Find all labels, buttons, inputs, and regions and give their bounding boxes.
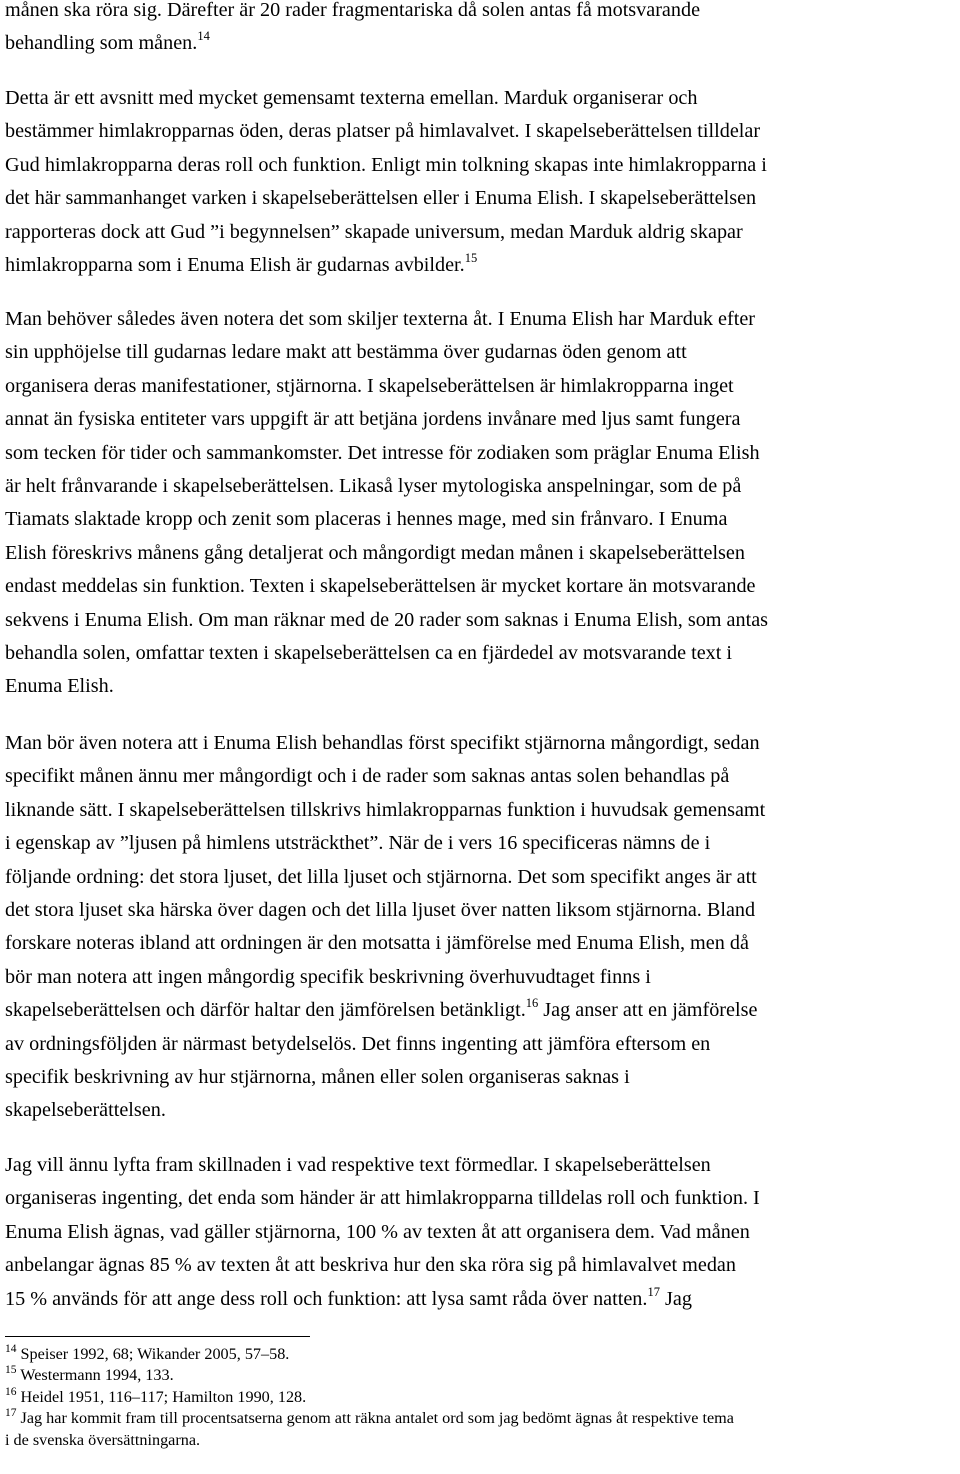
text-line: himlakropparna som i Enuma Elish är gudarnas avbilder.$^{15}$ <box>5 250 478 276</box>
text-line: behandla solen, omfattar texten i skapelseberättelsen ca en fjärdedel av motsvarande text i <box>5 641 733 664</box>
footnote-ref-16: 16 <box>525 996 539 1011</box>
text-line: följande ordning: det stora ljuset, det lilla ljuset och stjärnorna. Det som specifikt anges är att <box>5 865 757 888</box>
text-line: Jag vill ännu lyfta fram skillnaden i vad respektive text förmedlar. I skapelseberättelsen <box>5 1154 711 1176</box>
footnote-17: $^{17}$ Jag har kommit fram till procentsatserna genom att räkna antalet ord som jag bedömt ägnas åt respektive tema <box>5 1407 734 1428</box>
footnote-15: $^{15}$ Westermann 1994, 133. <box>5 1364 174 1385</box>
paragraph-5 <box>5 1149 760 1316</box>
text-line: månen ska röra sig. Därefter är 20 rader fragmentariska då solen antas få motsvarande <box>5 0 701 21</box>
text-line: skapelseberättelsen. <box>5 1099 166 1122</box>
text-line: av ordningsföljden är närmast betydelselös. Det finns ingenting att jämföra eftersom en <box>5 1032 711 1055</box>
footnotes <box>5 1344 960 1451</box>
text-line: Enuma Elish ägnas, vad gäller stjärnorna, 100 % av texten åt att organisera dem. Vad månen <box>5 1220 750 1243</box>
text-line: 15 % används för att ange dess roll och funktion: att lysa samt råda över natten.$^{17}$ Jag <box>5 1284 692 1310</box>
text-line: bestämmer himlakropparnas öden, deras platser på himlavalvet. I skapelseberättelsen tilldelar <box>5 120 761 143</box>
footnote-number: 15 <box>5 1364 17 1377</box>
text-line: Tiamats slaktade kropp och zenit som placeras i hennes mage, med sin frånvaro. I Enuma <box>5 508 728 531</box>
text-line: anbelangar ägnas 85 % av texten åt att beskriva hur den ska röra sig på himlavalvet medan <box>5 1254 736 1277</box>
text-line: forskare noteras ibland att ordningen är den motsatta i jämförelse med Enuma Elish, men då <box>5 932 749 955</box>
text-line: Gud himlakropparna deras roll och funktion. Enligt min tolkning skapas inte himlakropparna i <box>5 153 767 176</box>
footnote-number: 17 <box>5 1407 17 1420</box>
footnote-divider <box>5 1336 310 1337</box>
text-line: specifik beskrivning av hur stjärnorna, månen eller solen organiseras saknas i <box>5 1065 630 1088</box>
text-line: Man behöver således även notera det som skiljer texterna åt. I Enuma Elish har Marduk efter <box>5 308 756 330</box>
paragraph-4 <box>5 727 765 1128</box>
text-line: som tecken för tider och sammankomster. Det intresse för zodiaken som präglar Enuma Elish <box>5 441 760 464</box>
text-line: organisera deras manifestationer, stjärnorna. I skapelseberättelsen är himlakropparna inget <box>5 374 734 397</box>
text-line: det här sammanhanget varken i skapelseberättelsen eller i Enuma Elish. I skapelseberättelsen <box>5 187 757 210</box>
paragraph-1 <box>5 0 700 61</box>
footnote-ref-15: 15 <box>464 250 478 265</box>
footnote-number: 16 <box>5 1385 17 1398</box>
text-line: Elish föreskrivs månens gång detaljerat och mångordigt medan månen i skapelseberättelsen <box>5 541 745 564</box>
text-line: sin upphöjelse till gudarnas ledare makt att bestämma över gudarnas öden genom att <box>5 341 687 364</box>
text-line: bör man notera att ingen mångordig specifik beskrivning överhuvudtaget finns i <box>5 965 651 988</box>
text-line: organiseras ingenting, det enda som händer är att himlakropparna tilldelas roll och funktion. I <box>5 1187 760 1210</box>
text-line: endast meddelas sin funktion. Texten i skapelseberättelsen är mycket kortare än motsvarande <box>5 575 756 598</box>
text-line: specifikt månen ännu mer mångordigt och i de rader som saknas antas solen behandlas på <box>5 765 730 788</box>
footnote-ref-14: 14 <box>197 29 210 44</box>
text-line: i egenskap av ”ljusen på himlens utsträckthet”. När de i vers 16 specificeras nämns de i <box>5 832 711 855</box>
text-line: är helt frånvarande i skapelseberättelsen. Likaså lyser mytologiska anspelningar, som de på <box>5 474 742 497</box>
text-line: Man bör även notera att i Enuma Elish behandlas först specifikt stjärnorna mångordigt, sedan <box>5 732 760 754</box>
footnote-14: $^{14}$ Speiser 1992, 68; Wikander 2005, 57–58. <box>5 1343 290 1363</box>
text-line: Detta är ett avsnitt med mycket gemensamt texterna emellan. Marduk organiserar och <box>5 87 698 109</box>
text-line: det stora ljuset ska härska över dagen och det lilla ljuset över natten liksom stjärnorna. Bland <box>5 898 756 921</box>
text-line: liknande sätt. I skapelseberättelsen tillskrivs himlakropparnas funktion i huvudsak gemensamt <box>5 798 766 821</box>
paragraph-3 <box>5 303 768 704</box>
footnote-number: 14 <box>5 1343 17 1355</box>
paragraph-2 <box>5 82 767 282</box>
text-line: annat än fysiska entiteter vars uppgift är att betjäna jordens invånare med ljus samt fungera <box>5 408 741 431</box>
text-line: sekvens i Enuma Elish. Om man räknar med de 20 rader som saknas i Enuma Elish, som antas <box>5 608 769 631</box>
text-line: skapelseberättelsen och därför haltar den jämförelsen betänkligt.$^{16}$ Jag anser att en jämförelse <box>5 996 758 1022</box>
footnote-ref-17: 17 <box>647 1284 660 1299</box>
footnote-16: $^{16}$ Heidel 1951, 116–117; Hamilton 1990, 128. <box>5 1385 307 1406</box>
text-line: behandling som månen.$^{14}$ <box>5 29 210 55</box>
text-line: rapporteras dock att Gud ”i begynnelsen” skapade universum, medan Marduk aldrig skapar <box>5 220 743 243</box>
footnote-17-continuation: i de svenska översättningarna. <box>5 1430 201 1449</box>
text-line: Enuma Elish. <box>5 675 114 698</box>
